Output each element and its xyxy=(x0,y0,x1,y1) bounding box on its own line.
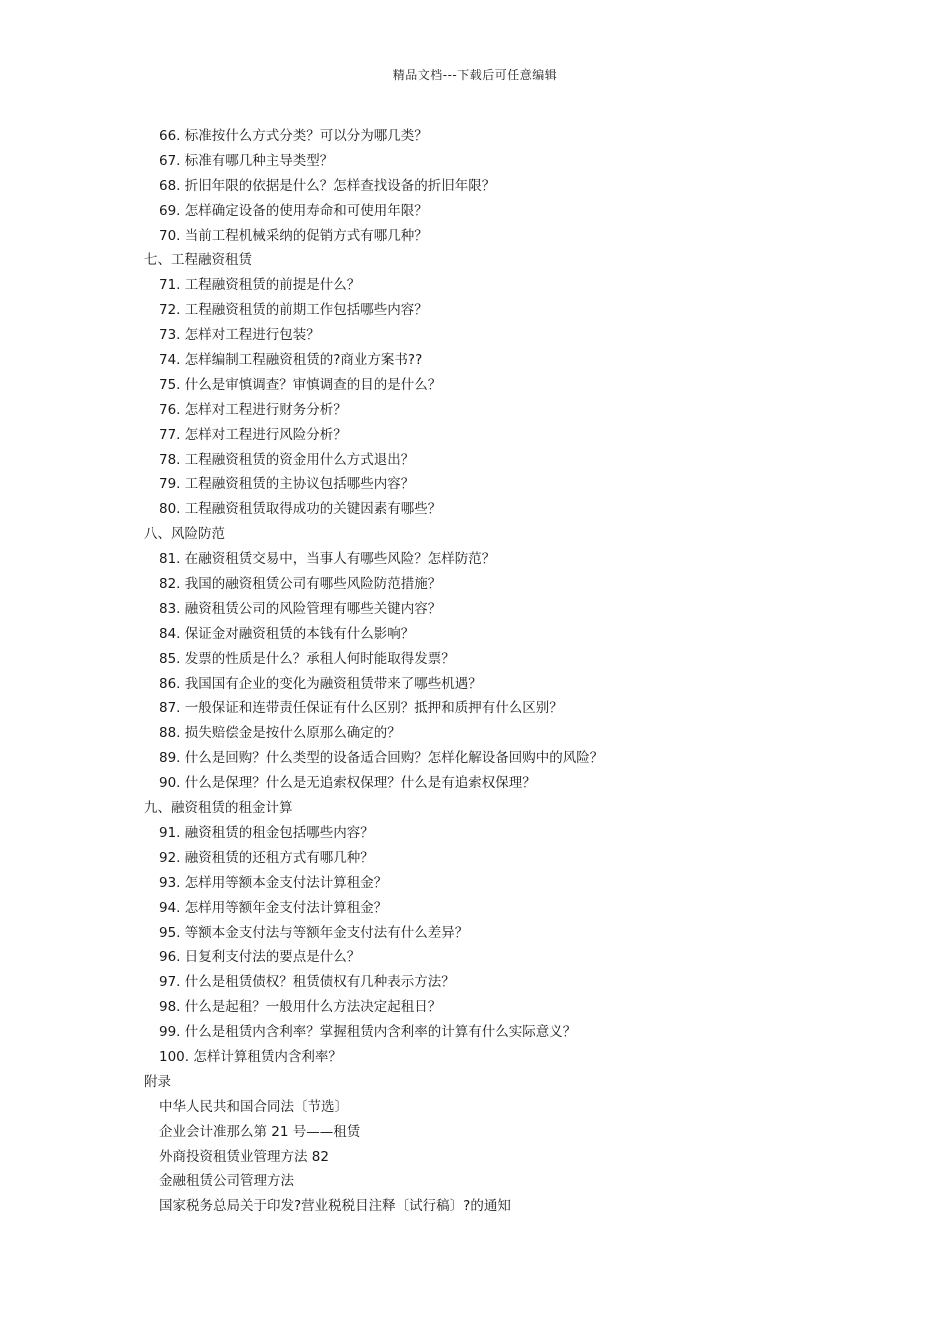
question-item: 83. 融资租赁公司的风险管理有哪些关键内容？ xyxy=(159,600,442,617)
appendix-entry: 外商投资租赁业管理方法 82 xyxy=(159,1148,329,1165)
question-item: 99. 什么是租赁内含利率？掌握租赁内含利率的计算有什么实际意义？ xyxy=(159,1024,577,1041)
question-item: 80. 工程融资租赁取得成功的关键因素有哪些？ xyxy=(159,501,442,518)
question-item: 76. 怎样对工程进行财务分析？ xyxy=(159,401,347,418)
question-item: 98. 什么是起租？一般用什么方法决定起租日？ xyxy=(159,999,442,1016)
appendix-entry: 中华人民共和国合同法〔节选〕 xyxy=(159,1098,348,1115)
question-item: 90. 什么是保理？什么是无追索权保理？什么是有追索权保理？ xyxy=(159,775,536,792)
question-item: 67. 标准有哪几种主导类型？ xyxy=(159,152,334,169)
page-header: 精品文档---下载后可任意编辑 xyxy=(392,68,558,82)
appendix-entry: 国家税务总局关于印发?营业税税目注释〔试行稿〕?的通知 xyxy=(159,1198,511,1215)
question-item: 77. 怎样对工程进行风险分析？ xyxy=(159,426,347,443)
question-item: 96. 日复利支付法的要点是什么？ xyxy=(159,949,361,966)
question-item: 69. 怎样确定设备的使用寿命和可使用年限？ xyxy=(159,202,428,219)
section-heading: 八、风险防范 xyxy=(144,526,225,543)
question-item: 66. 标准按什么方式分类？可以分为哪几类？ xyxy=(159,128,428,144)
section-heading: 七、工程融资租赁 xyxy=(144,252,252,269)
question-item: 86. 我国国有企业的变化为融资租赁带来了哪些机遇？ xyxy=(159,675,482,692)
question-item: 79. 工程融资租赁的主协议包括哪些内容？ xyxy=(159,476,415,493)
question-item: 85. 发票的性质是什么？承租人何时能取得发票？ xyxy=(159,650,455,667)
question-item: 91. 融资租赁的租金包括哪些内容？ xyxy=(159,824,374,841)
question-item: 93. 怎样用等额本金支付法计算租金？ xyxy=(159,874,388,891)
question-item: 78. 工程融资租赁的资金用什么方式退出？ xyxy=(159,451,415,468)
section-heading: 附录 xyxy=(144,1073,171,1090)
question-list xyxy=(144,124,864,1219)
question-item: 81. 在融资租赁交易中，当事人有哪些风险？怎样防范？ xyxy=(159,551,496,568)
question-item: 97. 什么是租赁债权？租赁债权有几种表示方法？ xyxy=(159,974,455,991)
question-item: 70. 当前工程机械采纳的促销方式有哪几种？ xyxy=(159,227,428,244)
question-item: 89. 什么是回购？什么类型的设备适合回购？怎样化解设备回购中的风险？ xyxy=(159,750,604,767)
question-item: 94. 怎样用等额年金支付法计算租金？ xyxy=(159,899,388,916)
question-item: 82. 我国的融资租赁公司有哪些风险防范措施？ xyxy=(159,576,442,593)
question-item: 74. 怎样编制工程融资租赁的?商业方案书?? xyxy=(159,352,423,369)
question-item: 87. 一般保证和连带责任保证有什么区别？抵押和质押有什么区别？ xyxy=(159,700,563,717)
question-item: 68. 折旧年限的依据是什么？怎样查找设备的折旧年限？ xyxy=(159,177,496,194)
appendix-entry: 企业会计准那么第 21 号——租赁 xyxy=(159,1123,361,1140)
question-item: 88. 损失赔偿金是按什么原那么确定的？ xyxy=(159,725,401,742)
question-item: 71. 工程融资租赁的前提是什么？ xyxy=(159,277,361,294)
question-item: 75. 什么是审慎调查？审慎调查的目的是什么？ xyxy=(159,376,442,393)
question-item: 100. 怎样计算租赁内含利率？ xyxy=(159,1048,342,1065)
question-item: 92. 融资租赁的还租方式有哪几种？ xyxy=(159,849,374,866)
section-heading: 九、融资租赁的租金计算 xyxy=(144,800,293,817)
question-item: 84. 保证金对融资租赁的本钱有什么影响？ xyxy=(159,625,415,642)
question-item: 72. 工程融资租赁的前期工作包括哪些内容？ xyxy=(159,302,428,319)
question-item: 95. 等额本金支付法与等额年金支付法有什么差异？ xyxy=(159,924,469,941)
question-item: 73. 怎样对工程进行包装？ xyxy=(159,327,320,344)
appendix-entry: 金融租赁公司管理方法 xyxy=(159,1173,294,1190)
